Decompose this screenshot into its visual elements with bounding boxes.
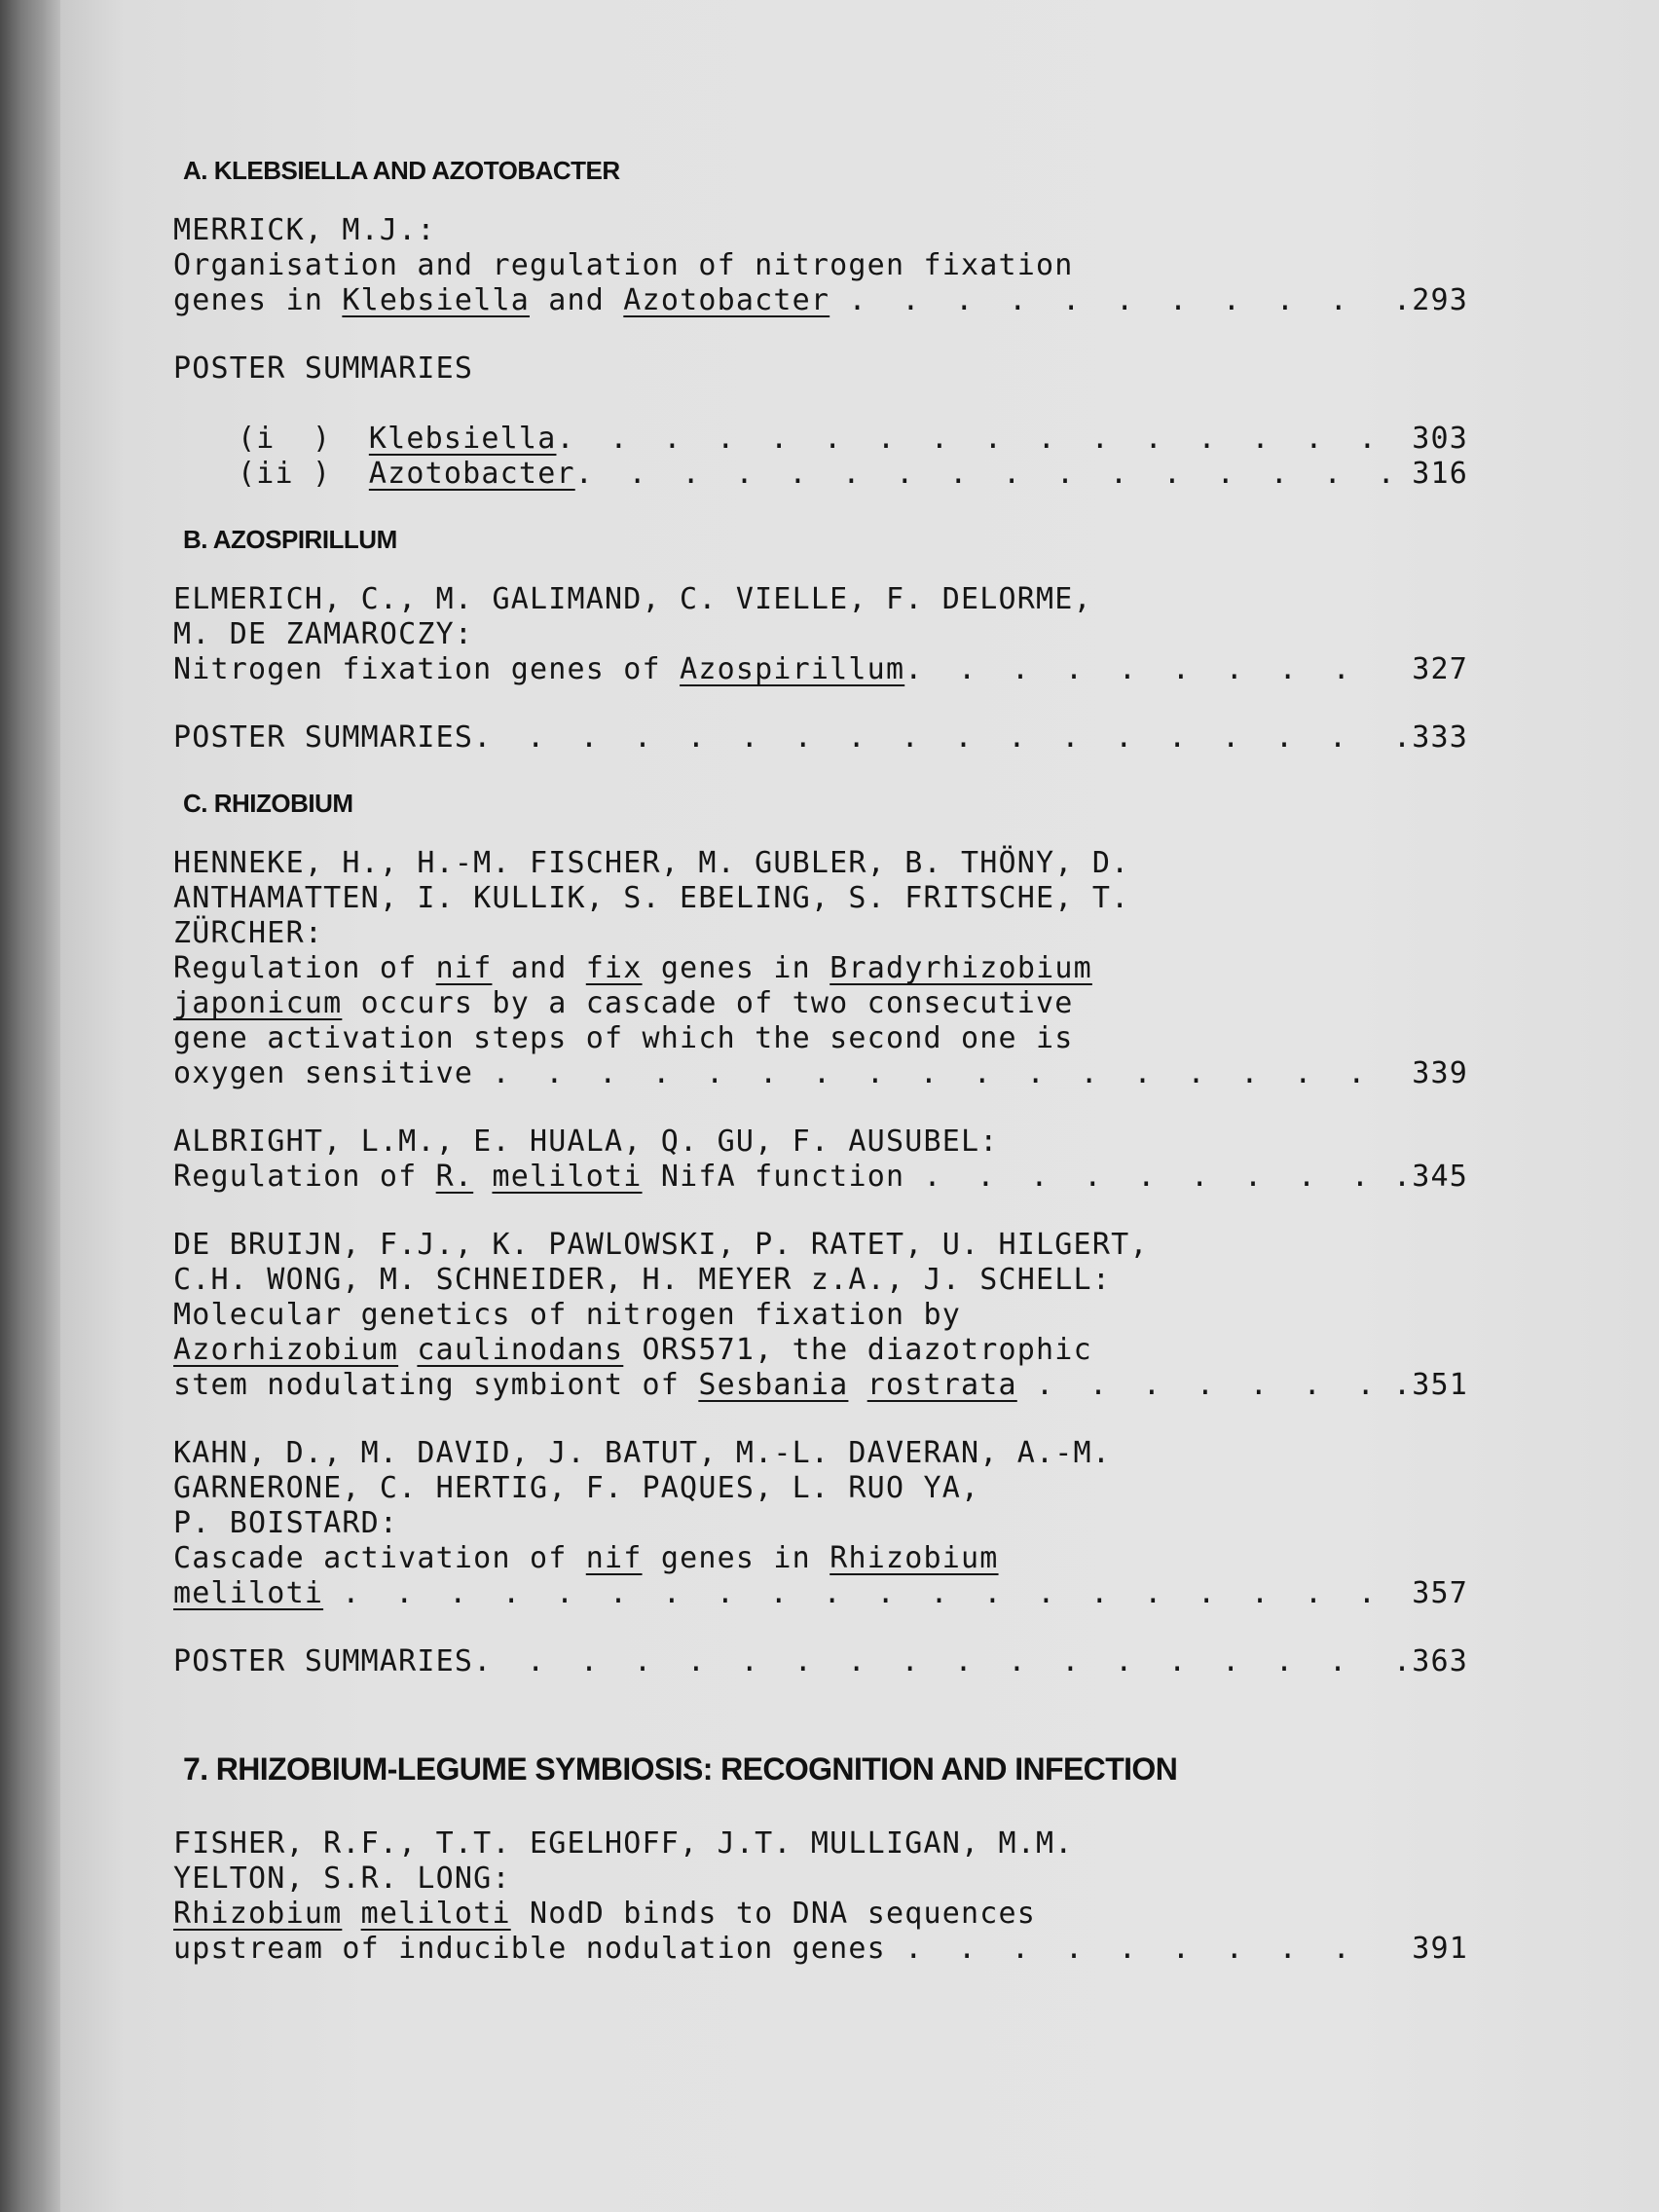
toc-entry — [173, 582, 1468, 687]
title-line-with-page: Regulation of R. meliloti NifA function . . . .345 — [173, 1160, 1468, 1195]
organism-name: Azorhizobium — [173, 1333, 399, 1367]
chapter-heading: 7. RHIZOBIUM-LEGUME SYMBIOSIS: RECOGNITION AND INFECTION — [183, 1751, 1178, 1787]
section-heading: B. AZOSPIRILLUM — [183, 525, 397, 554]
title-line-with-page: genes in Klebsiella and Azotobacter . . . .293 — [173, 283, 1468, 318]
poster-line: POSTER SUMMARIES . . . .363 — [173, 1644, 1468, 1679]
gene-name: nif — [435, 951, 493, 985]
dot-leader — [924, 1160, 1389, 1195]
authors-line: ALBRIGHT, L.M., E. HUALA, Q. GU, F. AUSUBEL: — [173, 1124, 999, 1159]
page-number: .363 — [1392, 1644, 1468, 1678]
title-line: Cascade activation of nif genes in Rhizobium — [173, 1541, 999, 1575]
page-number: .293 — [1392, 283, 1468, 317]
title-line-with-page — [173, 1576, 1468, 1611]
section-heading: C. RHIZOBIUM — [183, 789, 353, 818]
organism-name: japonicum — [173, 986, 343, 1020]
authors-line: KAHN, D., M. DAVID, J. BATUT, M.-L. DAVERAN, A.-M. — [173, 1436, 1112, 1470]
page-number: 357 — [1392, 1576, 1468, 1610]
organism-name: Bradyrhizobium — [830, 951, 1092, 985]
authors-line: MERRICK, M.J.: — [173, 213, 436, 247]
authors-line: ANTHAMATTEN, I. KULLIK, S. EBELING, S. FRITSCHE, T. — [173, 881, 1130, 915]
poster-summaries — [173, 1644, 1468, 1679]
organism-name: rostrata — [866, 1368, 1017, 1402]
dot-leader — [848, 283, 1389, 318]
section-b — [173, 525, 1468, 756]
title-line: gene activation steps of which the second one is — [173, 1021, 1074, 1055]
page-number: .333 — [1392, 720, 1468, 755]
organism-name: R. — [435, 1160, 474, 1194]
authors-line: C.H. WONG, M. SCHNEIDER, H. MEYER z.A., J. SCHELL: — [173, 1263, 1112, 1297]
toc-entry — [173, 1826, 1468, 1967]
dot-leader — [904, 1932, 1389, 1967]
page-number: 391 — [1392, 1932, 1468, 1966]
title-line-with-page: Nitrogen fixation genes of Azospirillum . . . 327 — [173, 652, 1468, 687]
poster-summaries — [173, 351, 1468, 492]
organism-name: Sesbania — [698, 1368, 849, 1402]
authors-line: FISHER, R.F., T.T. EGELHOFF, J.T. MULLIGAN, M.M. — [173, 1826, 1074, 1861]
dot-leader — [1036, 1368, 1389, 1403]
authors-line: DE BRUIJN, F.J., K. PAWLOWSKI, P. RATET, U. HILGERT, — [173, 1228, 1149, 1262]
title-line: Rhizobium meliloti NodD binds to DNA sequences — [173, 1897, 1037, 1931]
page-number: 303 — [1412, 422, 1468, 456]
section-c — [173, 789, 1468, 1679]
authors-line: M. DE ZAMAROCZY: — [173, 617, 474, 651]
organism-name: caulinodans — [417, 1333, 624, 1367]
authors-line: YELTON, S.R. LONG: — [173, 1862, 511, 1896]
dot-leader — [904, 652, 1389, 687]
toc-entry — [173, 846, 1468, 1091]
organism-name: Klebsiella — [368, 422, 557, 456]
dot-leader — [492, 1056, 1389, 1091]
authors-line: ELMERICH, C., M. GALIMAND, C. VIELLE, F. DELORME, — [173, 582, 1092, 616]
page-number: .351 — [1392, 1368, 1468, 1402]
poster-label: POSTER SUMMARIES — [173, 351, 474, 386]
table-of-contents — [173, 156, 1468, 2000]
organism-name: Azotobacter — [623, 283, 830, 317]
poster-item: (ii ) Azotobacter . . . 316 — [173, 457, 1468, 492]
authors-line: HENNEKE, H., H.-M. FISCHER, M. GUBLER, B. THÖNY, D. — [173, 846, 1130, 880]
title-line: Molecular genetics of nitrogen fixation by — [173, 1298, 961, 1332]
organism-name: meliloti — [360, 1897, 511, 1931]
gene-name: nif — [585, 1541, 643, 1575]
organism-name: meliloti — [173, 1576, 324, 1610]
organism-name: Azospirillum — [680, 652, 905, 686]
toc-entry — [173, 1124, 1468, 1195]
book-spine-edge — [0, 0, 60, 2212]
authors-line: GARNERONE, C. HERTIG, F. PAQUES, L. RUO YA, — [173, 1471, 980, 1505]
section-a — [173, 156, 1468, 492]
toc-entry — [173, 1228, 1468, 1403]
title-line-with-page: stem nodulating symbiont of Sesbania rostrata . . . .351 — [173, 1368, 1468, 1403]
title-line: Organisation and regulation of nitrogen fixation — [173, 248, 1074, 282]
gene-name: fix — [585, 951, 643, 985]
page-number: .345 — [1392, 1160, 1468, 1194]
title-line: Regulation of nif and fix genes in Bradyrhizobium — [173, 951, 1092, 985]
title-line: Azorhizobium caulinodans ORS571, the diazotrophic — [173, 1333, 1092, 1367]
authors-line: P. BOISTARD: — [173, 1506, 399, 1540]
dot-leader — [473, 1644, 1389, 1679]
organism-name: meliloti — [492, 1160, 643, 1194]
poster-summaries — [173, 720, 1468, 756]
authors-line: ZÜRCHER: — [173, 916, 324, 950]
page-number: 339 — [1392, 1056, 1468, 1090]
dot-leader — [473, 720, 1389, 756]
dot-leader — [575, 457, 1408, 492]
organism-name: Klebsiella — [342, 283, 530, 317]
dot-leader — [556, 422, 1408, 457]
section-7 — [173, 1751, 1468, 1967]
poster-line: POSTER SUMMARIES . . . .333 — [173, 720, 1468, 756]
dot-leader — [342, 1576, 1389, 1611]
organism-name: Rhizobium — [830, 1541, 999, 1575]
organism-name: Azotobacter — [368, 457, 575, 491]
organism-name: Rhizobium — [173, 1897, 343, 1931]
section-heading: A. KLEBSIELLA AND AZOTOBACTER — [183, 156, 620, 185]
title-line-with-page: oxygen sensitive . . . 339 — [173, 1056, 1468, 1091]
poster-item: (i ) Klebsiella . . . 303 — [173, 422, 1468, 457]
toc-entry — [173, 213, 1468, 318]
title-line: japonicum occurs by a cascade of two consecutive — [173, 986, 1074, 1020]
page-number: 327 — [1392, 652, 1468, 686]
page-number: 316 — [1412, 457, 1468, 491]
title-line-with-page: upstream of inducible nodulation genes . . . 391 — [173, 1932, 1468, 1967]
toc-entry — [173, 1436, 1468, 1611]
